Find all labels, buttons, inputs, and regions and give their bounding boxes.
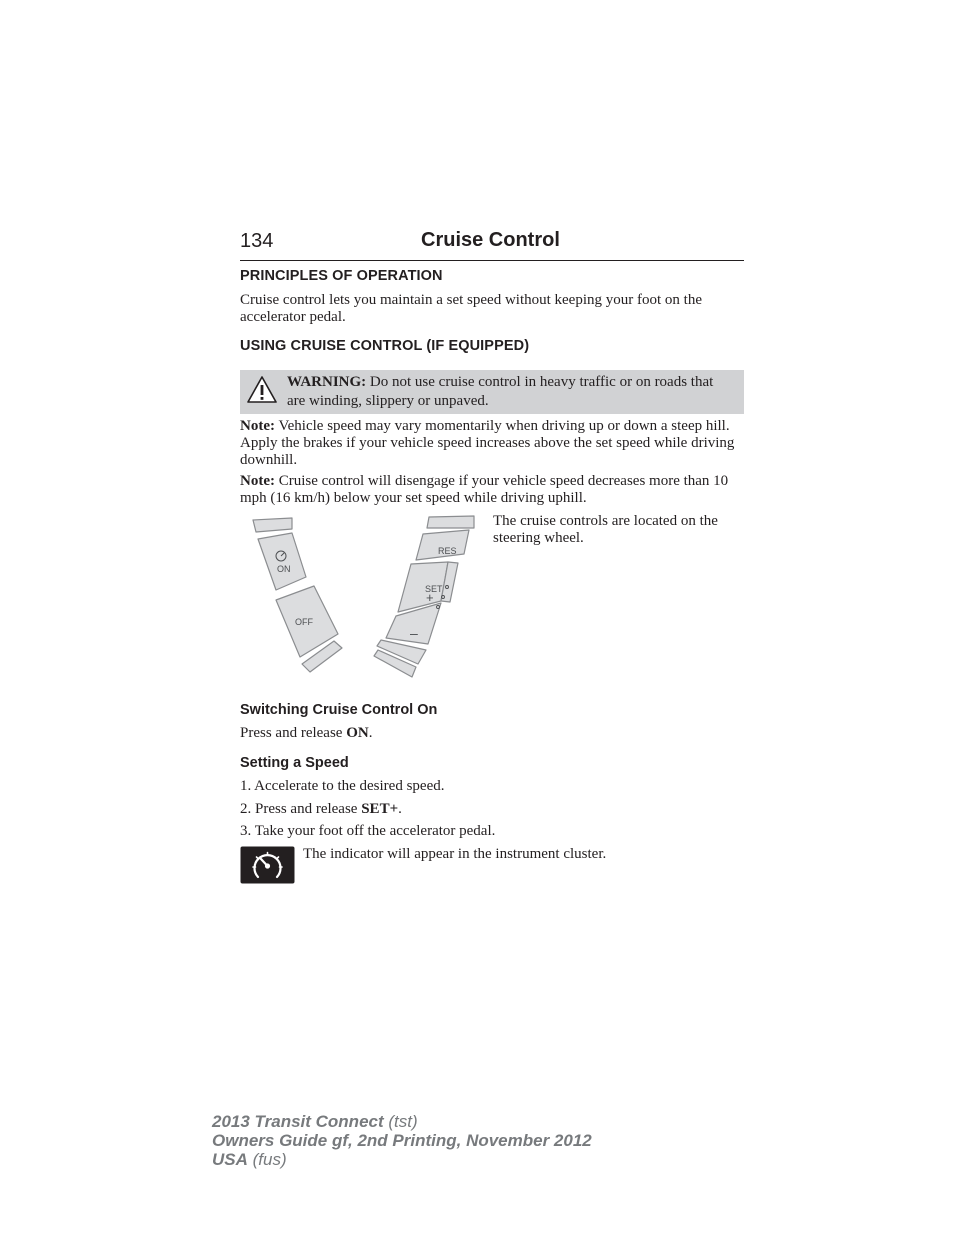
footer-model-code: (tst) xyxy=(383,1112,418,1131)
res-label: RES xyxy=(438,546,457,556)
switching-text-after: . xyxy=(368,725,373,741)
footer-market: USA xyxy=(212,1150,248,1169)
footer-line-3 xyxy=(212,1150,592,1169)
step-2-after: . xyxy=(398,801,402,817)
heading-switching-on: Switching Cruise Control On xyxy=(240,702,438,718)
cruise-indicator-icon xyxy=(240,846,295,884)
warning-box xyxy=(240,370,744,414)
principles-text: Cruise control lets you maintain a set speed without keeping your foot on the accelerator pedal. xyxy=(240,292,702,325)
on-button-shape xyxy=(258,533,306,590)
chapter-title: Cruise Control xyxy=(421,229,560,251)
heading-setting-speed: Setting a Speed xyxy=(240,755,349,771)
footer-model: 2013 Transit Connect xyxy=(212,1112,384,1131)
note-disengage xyxy=(240,473,744,507)
note-label: Note: xyxy=(240,418,275,434)
off-label: OFF xyxy=(295,617,313,627)
warning-text xyxy=(287,373,727,411)
set-plus-bold: SET+ xyxy=(361,801,399,817)
note-speed-variation xyxy=(240,418,744,469)
note-text: Vehicle speed may vary momentarily when driving up or down a steep hill. Apply the brakes if your vehicle speed increases above the set speed while driving downhill. xyxy=(240,418,735,468)
figure-caption: The cruise controls are located on the steering wheel. xyxy=(493,513,718,546)
left-top-trim xyxy=(253,518,292,532)
warning-triangle-icon xyxy=(246,375,278,405)
heading-using-cruise-control: USING CRUISE CONTROL (IF EQUIPPED) xyxy=(240,338,530,354)
note-text: Cruise control will disengage if your vehicle speed decreases more than 10 mph (16 km/h) below your set speed while driving uphill. xyxy=(240,473,729,506)
step-2 xyxy=(240,801,744,818)
warning-body: Do not use cruise control in heavy traffic or on roads that are winding, slippery or unpaved. xyxy=(287,374,714,409)
page-header xyxy=(240,228,744,261)
right-top-trim xyxy=(427,516,474,528)
minus-label: – xyxy=(410,625,418,641)
footer-market-code: (fus) xyxy=(247,1150,287,1169)
cruise-controls-illustration xyxy=(248,514,483,682)
footer-line-1 xyxy=(212,1112,592,1131)
on-label: ON xyxy=(277,564,291,574)
footer-line-2: Owners Guide gf, 2nd Printing, November 2012 xyxy=(212,1131,592,1150)
plus-label: + xyxy=(426,590,434,605)
switching-text xyxy=(240,725,744,742)
step-1: 1. Accelerate to the desired speed. xyxy=(240,778,445,794)
heading-principles: PRINCIPLES OF OPERATION xyxy=(240,268,443,284)
step-3: 3. Take your foot off the accelerator pedal. xyxy=(240,823,496,839)
note-label: Note: xyxy=(240,473,275,489)
indicator-text: The indicator will appear in the instrument cluster. xyxy=(303,846,607,862)
on-bold: ON xyxy=(346,725,369,741)
set-label: SET xyxy=(425,584,443,594)
step-2-before: 2. Press and release xyxy=(240,801,362,817)
switching-text-before: Press and release xyxy=(240,725,347,741)
page-number: 134 xyxy=(240,230,274,252)
page-footer xyxy=(212,1112,592,1169)
warning-label: WARNING: xyxy=(287,374,367,390)
